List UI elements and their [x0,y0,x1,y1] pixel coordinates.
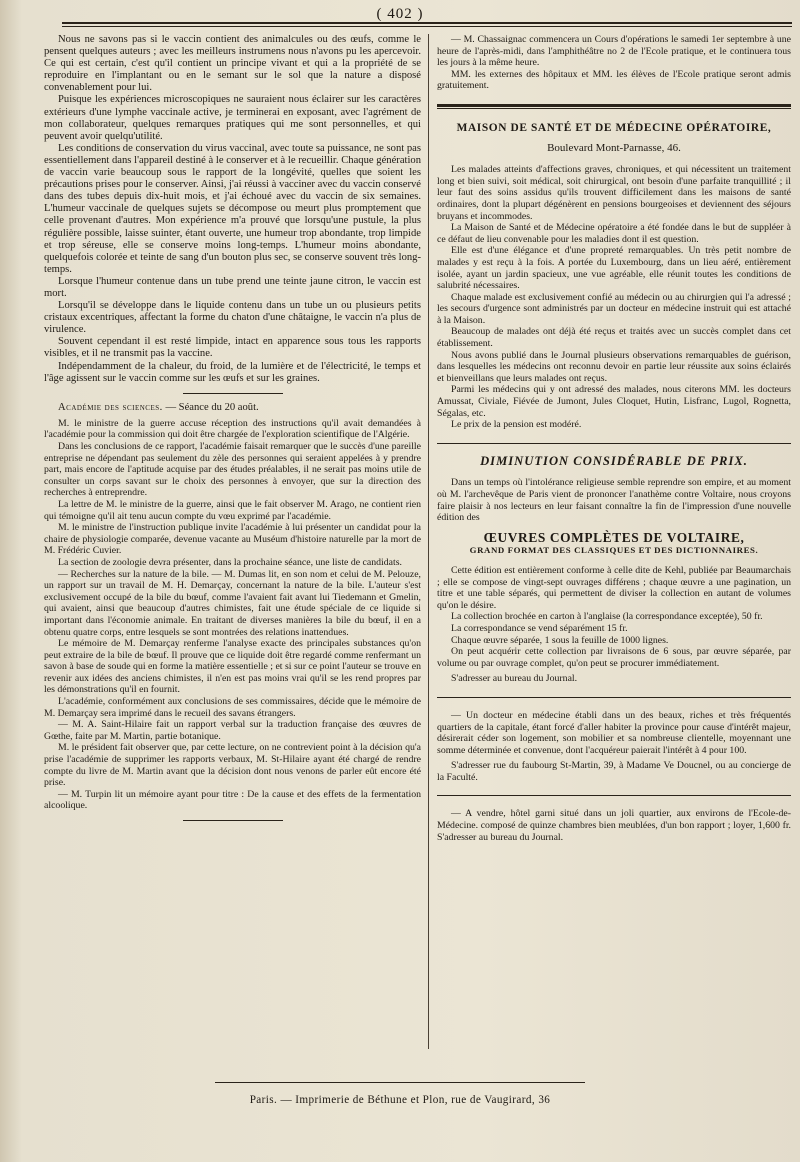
paragraph: La collection brochée en carton à l'anglaise (la correspondance exceptée), 50 fr. [451,611,763,623]
academie-label: Académie des sciences. [58,401,163,413]
paragraph: Le prix de la pension est modéré. [451,419,582,431]
diminution-title: DIMINUTION CONSIDÉRABLE DE PRIX. [480,453,748,468]
paragraph: La Maison de Santé et de Médecine opératoire a été fondée dans le but de suppléer à ce défaut de lieu convenable pour les maladies dont il est question. [437,222,791,245]
paragraph: Elle est d'une élégance et d'une propreté remarquables. Un très petit nombre de malades y est reçu à la fois. A portée du Luxembourg, dans un lieu aéré, entièrement isolée, ayant un jardin spacieux, une vue agréable, elle réunit toutes les conditions de salubrité nécessaires. [437,245,791,292]
paragraph: La correspondance se vend séparément 15 fr. [451,622,628,634]
left-column [44,34,421,829]
paragraph: Parmi les médecins qui y ont adressé des malades, nous citerons MM. les docteurs Amussat, Civiale, Fiévée de Jumont, Jules Cloquet, Hutin, Lisfranc, Lugol, Rognetta, Ségalas, etc. [437,384,791,419]
paragraph: M. le président fait observer que, par cette lecture, on ne contrevient point à la décision qu'a prise l'académie de supprimer les rapports verbaux, M. St-Hilaire ayant été chargé de rendre compte du livre de M. Martin avant que la décision dont nous venons de parler eût encore été prise. [44,742,421,789]
paragraph: — Un docteur en médecine établi dans un des beaux, riches et très fréquentés quartiers de la capitale, étant forcé d'aller habiter la province pour cause d'intérêt majeur, désirerait céder son logement, son mobilier et sa nombreuse clientelle, moyennant une somme déterminée et convenue, dont l'acquéreur paierait l'intérêt à 4 pour 100. [437,709,791,756]
paragraph: S'adresser au bureau du Journal. [451,673,578,685]
paragraph: Indépendamment de la chaleur, du froid, de la lumière et de l'électricité, le temps et l'âge agissent sur le vaccin comme sur les œufs et sur les graines. [44,360,421,384]
paragraph: On peut acquérir cette collection par livraisons de 6 sous, par œuvre séparée, par volume ou par ouvrage complet, qu'on peut se procurer immédiatement. [437,646,791,669]
paragraph: M. le ministre de l'instruction publique invite l'académie à lui présenter un candidat pour la chaire de physiologie comparée, devenue vacante au Muséum d'histoire naturelle par la mort de M. Frédéric Cuvier. [44,522,421,557]
column-divider [428,34,429,1049]
section-separator [183,393,283,394]
paragraph: L'académie, conformément aux conclusions de ses commissaires, décide que le mémoire de M. Demarçay sera imprimé dans le recueil des savans étrangers. [44,696,421,719]
paragraph: — M. A. Saint-Hilaire fait un rapport verbal sur la traduction française des œuvres de Gœthe, faite par M. Martin, partie botanique. [44,719,421,742]
paragraph: Lorsqu'il se développe dans le liquide contenu dans un tube un ou plusieurs petits cristaux excentriques, affectant la forme du chaton d'une châtaigne, le vaccin n'a plus de virulence. [44,300,421,336]
academie-session: — Séance du 20 août. [165,401,259,413]
paragraph: — A vendre, hôtel garni situé dans un joli quartier, aux environs de l'Ecole-de-Médecine. composé de quinze chambres bien meublées, d'un bon rapport ; loyer, 1,600 fr. S'adresser au bureau du Journal. [437,808,791,843]
paragraph: — Recherches sur la nature de la bile. — M. Dumas lit, en son nom et celui de M. Pelouze, un rapport sur un travail de M. H. Demarçay, concernant la nature de la bile. L'auteur s'est exclusivement occupé de la bile du bœuf, comme l'avaient fait avant lui Tiedemann et Gmelin, qui avaient, ainsi que beaucoup d'autres chimistes, fait une étude spéciale de ce liquide si important dans l'économie animale. En traitant de diverses manières la bile du bœuf, il en a obtenu quatre corps, entre lesquels se sont montrées des relations inattendues. [44,568,421,638]
paragraph: Puisque les expériences microscopiques ne sauraient nous éclairer sur les caractères extérieurs d'une lymphe vaccinale active, je terminerai en exposant, avec l'agrément de mon collaborateur, quelques remarques pratiques qui me sont personnelles, et qui peuvent avoir quelqu'utilité. [44,94,421,142]
paragraph: Dans un temps où l'intolérance religieuse semble reprendre son empire, et au moment où M. l'archevêque de Paris vient de prononcer l'anathème contre Voltaire, nous croyons faire plaisir à nos lecteurs en leur faisant connaître la fin de l'impression d'une nouvelle édition des [437,477,791,524]
academie-report [44,418,421,812]
section-rule [437,697,791,698]
paragraph: Les malades atteints d'affections graves, chroniques, et qui nécessitent un traitement long et bien suivi, soit médical, soit chirurgical, ont besoin d'une parfaite tranquillité ; il leur faut des soins assidus qu'ils trouvent difficilement dans les maisons de santé ordinaires, dont la plupart dégénèrent en pensions bourgeoises et deviennent des séjours bruyans et incommodes. [437,164,791,222]
paragraph: Le mémoire de M. Demarçay renferme l'analyse exacte des principales substances qu'on peut extraire de la bile de bœuf. Il prouve que ce liquide doit être regardé comme renfermant un savon à base de soude qui en forme la matière essentielle ; et si sur ce point l'auteur se trouve en revenir aux idées des anciens chimistes, il n'en est pas moins vrai qu'il se les rend propres par les démonstrations qu'il en fournit. [44,638,421,696]
right-column [437,34,791,843]
page-number: ( 402 ) [376,6,424,22]
paragraph: Souvent cependant il est resté limpide, intact en apparence sous tous les rapports visibles, et il ne transmit pas la vaccine. [44,336,421,360]
top-rule [62,22,792,27]
section-rule [437,795,791,796]
paragraph: Beaucoup de malades ont déjà été reçus et traités avec un succès complet dans cet établissement. [437,326,791,350]
paragraph: La lettre de M. le ministre de la guerre, ainsi que le fait observer M. Arago, ne contient rien qui témoigne qu'il ait tenu aucun compte du vœu exprimé par l'académie. [44,498,421,522]
paragraph: Chaque œuvre séparée, 1 sous la feuille de 1000 lignes. [451,634,669,646]
academie-heading [44,402,421,414]
paragraph: Nous ne savons pas si le vaccin contient des animalcules ou des œufs, comme le pensent quelques auteurs ; avec les meilleurs instrumens nous n'avons pu les apercevoir. Ce qui est certain, c'est qu'il contient un principe vivant et qui a la propriété de se reproduire en l'implantant ou en le semant sur le sol que la nature a disposé convenablement pour lui. [44,34,421,94]
paragraph: Chaque malade est exclusivement confié au médecin ou au chirurgien qui l'a adressé ; les secours d'urgence sont administrés par un docteur en médecine instruit qui est attaché à la Maison. [437,291,791,326]
paragraph: Dans les conclusions de ce rapport, l'académie faisait remarquer que le succès d'une pareille entreprise ne dépendant pas seulement du zèle des personnes qui seraient appelées à y prendre part, mais encore de l'aptitude acquise par des études préalables, il ne serait pas moins utile de consulter un corps savant sur le choix des personnes à envoyer, que sur la direction des recherches à entreprendre. [44,441,421,499]
paragraph: Nous avons publié dans le Journal plusieurs observations remarquables de guérison, dans lesquelles les médecins ont reconnu devoir en partie leur réussite aux soins éclairés et bienveillans que leurs malades ont reçus. [437,349,791,384]
maison-address: Boulevard Mont-Parnasse, 46. [547,141,681,154]
paragraph: La section de zoologie devra présenter, dans la prochaine séance, une liste de candidats. [58,556,402,568]
maison-title: MAISON DE SANTÉ ET DE MÉDECINE OPÉRATOIRE, [456,121,772,134]
paragraph: Les conditions de conservation du virus vaccinal, avec toute sa puissance, ne sont pas essentiellement dans l'appareil destiné à le conserver et à le recueillir. Chaque génération de vaccin varie beaucoup sous le rapport de la longévité, quelles que soient les précautions prises pour le conserver. Ainsi, j'ai réussi à vacciner avec du vaccin conservé dans des tubes depuis dix-huit mois, et j'ai échoué avec du vaccin de six semaines. L'humeur vaccinale de quelques sujets se décompose ou meurt plus promptement que celle provenant d'autres. Mon expérience m'a prouvé que lorsqu'une pustule, la plus régulière possible, laisse suinter, étant ouverte, une humeur trop abondante, trop limpide et trop séreuse, elle se conserve moins long-temps. L'humeur moins abondante, quelquefois colorée et teinte de sang d'un bouton plus sec, se conserve souvent très long-temps. [44,142,421,275]
voltaire-title: ŒUVRES COMPLÈTES DE VOLTAIRE, [483,529,745,545]
section-rule [437,104,791,109]
paragraph: MM. les externes des hôpitaux et MM. les élèves de l'Ecole pratique seront admis gratuitement. [437,68,791,92]
footer-rule [215,1082,585,1083]
paragraph: Cette édition est entièrement conforme à celle dite de Kehl, publiée par Beaumarchais ; elle se compose de vingt-sept ouvrages différens ; chaque œuvre a une pagination, un titre et une table séparés, qui permettent de diviser la collection en autant de volumes qu'on le désire. [437,564,791,611]
section-rule [437,443,791,444]
paragraph: M. le ministre de la guerre accuse réception des instructions qu'il avait demandées à l'académie pour la commission qui doit être chargée de l'exploration scientifique de l'Algérie. [44,417,421,441]
paragraph: — M. Chassaignac commencera un Cours d'opérations le samedi 1er septembre à une heure de l'après-midi, dans l'amphithéâtre no 2 de l'Ecole pratique, et le continuera tous les jours à la même heure. [437,34,791,69]
printer-imprint: Paris. — Imprimerie de Béthune et Plon, rue de Vaugirard, 36 [249,1094,551,1106]
paragraph: — M. Turpin lit un mémoire ayant pour titre : De la cause et des effets de la fermentation alcoolique. [44,788,421,812]
paragraph: S'adresser rue du faubourg St-Martin, 39, à Madame Ve Doucnel, ou au concierge de la Faculté. [437,760,791,783]
format-subtitle: GRAND FORMAT DES CLASSIQUES ET DES DICTIONNAIRES. [469,545,759,556]
paragraph: Lorsque l'humeur contenue dans un tube prend une teinte jaune citron, le vaccin est mort. [44,275,421,299]
end-separator [183,820,283,821]
